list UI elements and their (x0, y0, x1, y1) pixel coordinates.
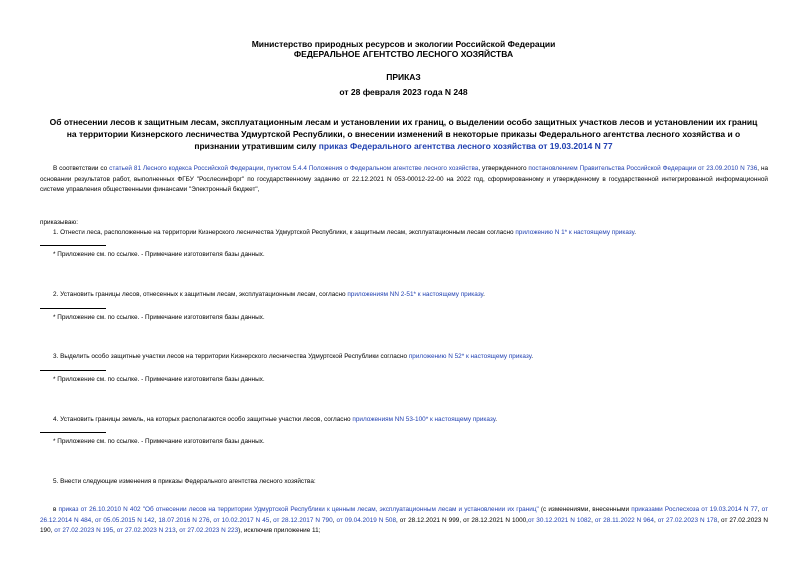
title-text: Об отнесении лесов к защитным лесам, эксплуатационным лесам и установлении их границ, о выделении особо защитных участков лесов и установлении их границ на территории Кизнерского лесничества Удмуртской Республики, о внесении изменений в некоторые приказы Федерального агентства лесного хозяйства и о признании утратившим силу (49, 117, 758, 151)
amend-link-195[interactable]: от 27.02.2023 N 195 (54, 527, 114, 534)
item-4-end: . (495, 416, 498, 423)
amend-link-45[interactable]: от 10.02.2017 N 45 (213, 516, 270, 524)
amend-link-223[interactable]: от 27.02.2023 N 223 (179, 527, 239, 534)
preamble-text-3: , утвержденного (478, 165, 529, 172)
item-1-link[interactable]: приложению N 1* к настоящему приказу (515, 229, 635, 236)
item-3-text: 3. Выделить особо защитные участки лесов на территории Кизнерского лесничества Удмуртской Республики согласно (53, 353, 409, 360)
item-3-end: . (531, 353, 534, 360)
item-4-link[interactable]: приложениям NN 53-100* к настоящему приказу (352, 416, 496, 423)
amend-text-1: в (53, 506, 59, 513)
item-2-link[interactable]: приложениям NN 2-51* к настоящему приказу (347, 291, 484, 298)
order-item-3 (53, 353, 533, 360)
amend-text-6: , (209, 516, 214, 524)
amend-text-4: , (91, 516, 95, 524)
item-2-text: 2. Установить границы лесов, отнесенных к защитным лесам, эксплуатационным лесам, согласно (53, 291, 348, 298)
amend-link-964[interactable]: от 28.11.2022 N 964 (594, 516, 654, 524)
amend-text-2: (с изменениями, внесенными (538, 506, 632, 513)
preamble-link-resolution[interactable]: постановлением Правительства Российской Федерации от 23.09.2010 N 736 (528, 165, 758, 172)
amend-text-15: ), исключив приложение 11; (238, 527, 321, 534)
footnote-separator (40, 245, 106, 246)
footnote-separator (40, 308, 106, 309)
amend-link-77[interactable]: приказами Рослесхоза от 19.03.2014 N 77 (631, 506, 758, 513)
footnote: * Приложение см. по ссылке. - Примечание изготовителя базы данных. (53, 314, 265, 321)
preamble-text-2: , (263, 165, 267, 172)
amend-text-10: , (591, 516, 595, 524)
amend-text-8: , (332, 516, 337, 524)
agency-name: ФЕДЕРАЛЬНОЕ АГЕНТСТВО ЛЕСНОГО ХОЗЯЙСТВА (293, 49, 514, 59)
amend-text-7: , (269, 516, 274, 524)
preamble-text-1: В соответствии со (53, 165, 110, 172)
footnote-separator (40, 370, 106, 371)
amend-link-178[interactable]: от 27.02.2023 N 178 (657, 516, 718, 524)
footnote-separator (40, 432, 106, 433)
amend-link-order-402[interactable]: приказ от 26.10.2010 N 402 "Об отнесении лесов на территории Удмуртской Республики к ценным лесам, эксплуатационным лесам и установлении их границ" (58, 506, 539, 513)
preamble-link-forest-code[interactable]: статьей 81 Лесного кодекса Российской Федерации (109, 165, 264, 172)
amend-link-276[interactable]: 18.07.2016 N 276 (158, 516, 210, 524)
title-link[interactable]: приказ Федерального агентства лесного хозяйства от 19.03.2014 N 77 (318, 141, 613, 151)
preamble-text-4: , на основании результатов работ, выполненных ФГБУ "Рослесинфорг" по государственному заданию от 22.12.2021 N 053-00012-22-00 на 2022 год, сформированному и утвержденному в государственной интегрированной информационной системе управления общественными финансами "Электронный бюджет", (40, 165, 769, 193)
item-3-link[interactable]: приложению N 52* к настоящему приказу (408, 353, 532, 360)
amend-link-1082[interactable]: от 30.12.2021 N 1082 (527, 516, 592, 524)
item-4-text: 4. Установить границы земель, на которых располагаются особо защитные участки лесов, согласно (53, 416, 353, 423)
item-2-end: . (483, 291, 485, 298)
amendment-paragraph (40, 505, 768, 537)
amend-link-142[interactable]: от 05.05.2015 N 142 (95, 516, 155, 524)
amend-link-484[interactable]: от 26.12.2014 N 484 (40, 506, 768, 524)
document-title (48, 116, 759, 152)
footnote: * Приложение см. по ссылке. - Примечание изготовителя базы данных. (53, 376, 265, 383)
footnote: * Приложение см. по ссылке. - Примечание изготовителя базы данных. (53, 251, 265, 258)
footnote: * Приложение см. по ссылке. - Примечание изготовителя базы данных. (53, 438, 265, 445)
amend-link-508[interactable]: от 09.04.2019 N 508 (336, 516, 396, 524)
amend-link-213[interactable]: от 27.02.2023 N 213 (116, 527, 176, 534)
amend-text-11: , (653, 516, 658, 524)
order-item-1 (53, 229, 636, 236)
amend-link-790[interactable]: от 28.12.2017 N 790 (273, 516, 333, 524)
order-item-5: 5. Внести следующие изменения в приказы Федерального агентства лесного хозяйства: (53, 478, 316, 485)
order-item-4 (53, 416, 497, 423)
amend-text-3: , (757, 506, 762, 513)
document-date: от 28 февраля 2023 года N 248 (339, 87, 468, 97)
item-1-text: 1. Отнести леса, расположенные на территории Кизнерского лесничества Удмуртской Республики, к защитным лесам, эксплуатационным лесам согласно (53, 229, 516, 236)
ministry-name: Министерство природных ресурсов и экологии Российской Федерации (251, 39, 556, 49)
amend-text-9: , от 28.12.2021 N 999, от 28.12.2021 N 1000, (396, 516, 528, 524)
amend-text-5: , (154, 516, 159, 524)
order-item-2 (53, 291, 485, 298)
preamble-link-regulation[interactable]: пунктом 5.4.4 Положения о Федеральном агентстве лесного хозяйства (266, 165, 479, 172)
amend-text-12: , от 27.02.2023 N 190, (40, 516, 768, 534)
amend-text-14: , (175, 527, 180, 534)
amend-text-13: , (113, 527, 117, 534)
order-word: приказываю: (40, 219, 78, 226)
document-type: ПРИКАЗ (386, 72, 421, 82)
item-1-end: . (634, 229, 636, 236)
preamble-paragraph (40, 164, 768, 196)
